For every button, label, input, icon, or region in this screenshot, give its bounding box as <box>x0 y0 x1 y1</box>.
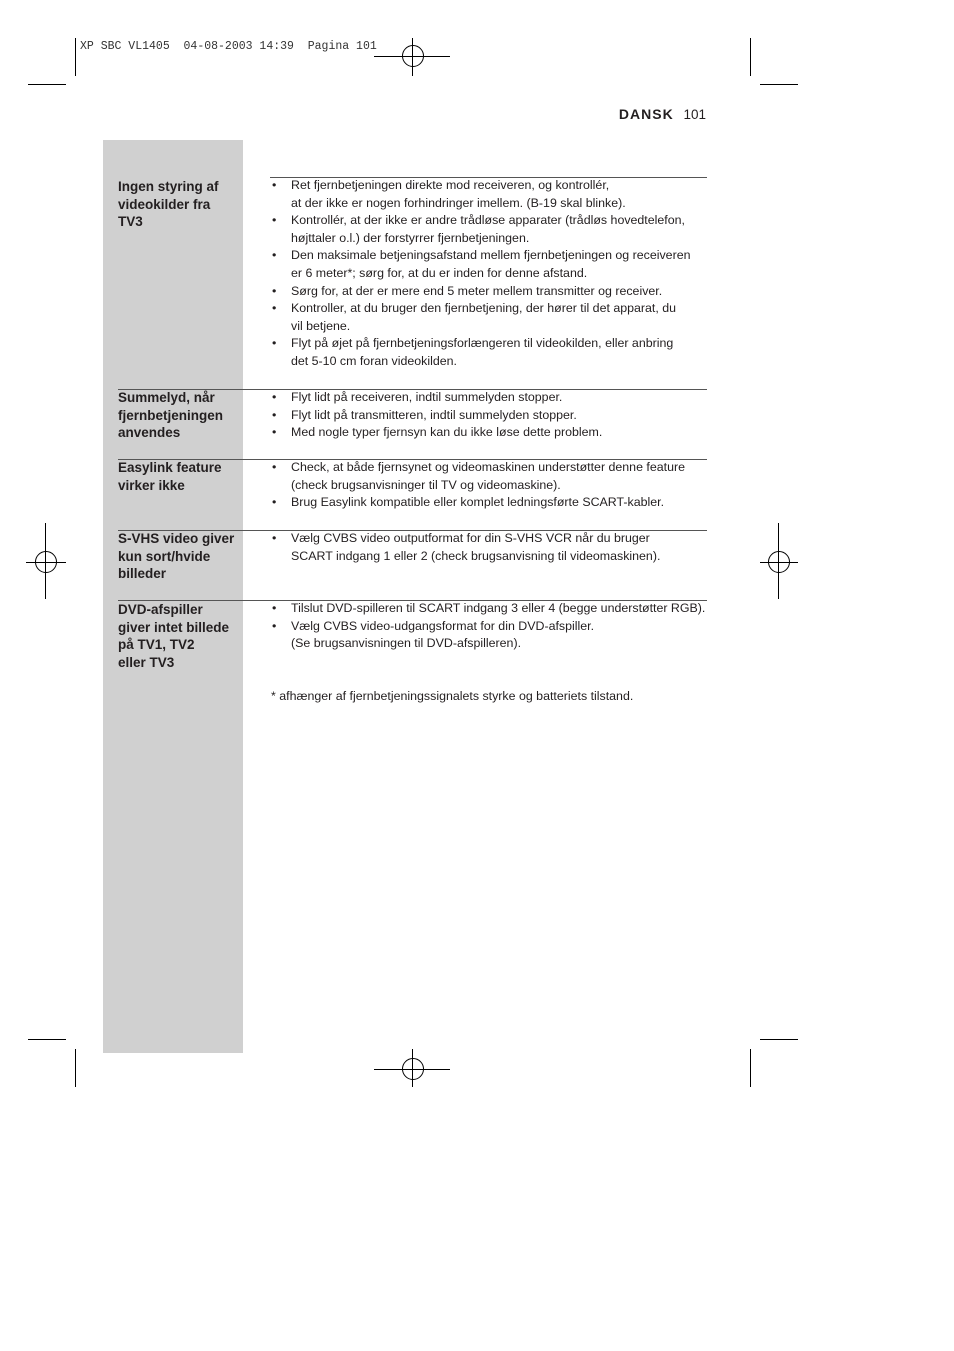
problem-line: DVD-afspiller <box>118 602 203 617</box>
problem-line: eller TV3 <box>118 654 175 670</box>
solution-item: • Check, at både fjernsynet og videomaskinen understøtter denne feature (check brugsanvisninger til TV og videomaskine). <box>272 459 708 494</box>
solution-item: • Flyt på øjet på fjernbetjeningsforlængeren til videokilden, eller anbring det 5-10 cm foran videokilden. <box>272 335 708 370</box>
solution-item: • Flyt lidt på transmitteren, indtil summelyden stopper. <box>272 407 708 425</box>
solution-item: • Med nogle typer fjernsyn kan du ikke løse dette problem. <box>272 424 708 442</box>
problem-line: fjernbetjeningen <box>118 407 224 423</box>
problem-line: kun sort/hvide <box>118 548 211 564</box>
solution-item: • Kontroller, at du bruger den fjernbetjening, der hører til det apparat, du vil betjene. <box>272 300 708 335</box>
solution-list <box>272 459 708 512</box>
problem-title <box>118 530 252 583</box>
problem-line: videokilder fra <box>118 196 211 212</box>
problem-line: Summelyd, når <box>118 390 215 405</box>
footnote: * afhænger af fjernbetjeningssignalets styrke og batteriets tilstand. <box>271 689 634 703</box>
solution-item: • Flyt lidt på receiveren, indtil summelyden stopper. <box>272 389 708 407</box>
solution-list <box>272 530 708 565</box>
print-slug: XP SBC VL1405 04-08-2003 14:39 Pagina 101 <box>80 40 377 53</box>
problem-line: Ingen styring af <box>118 179 219 194</box>
solution-item: • Vælg CVBS video outputformat for din S-VHS VCR når du bruger SCART indgang 1 eller 2 (check brugsanvisning til videomaskinen). <box>272 530 708 565</box>
solution-list <box>272 600 708 653</box>
problem-line: TV3 <box>118 214 143 230</box>
problem-line: på TV1, TV2 <box>118 637 195 653</box>
solution-item: • Vælg CVBS video-udgangsformat for din DVD-afspiller. (Se brugsanvisningen til DVD-afspilleren). <box>272 618 708 653</box>
page-header <box>619 106 706 122</box>
solution-list <box>272 389 708 442</box>
problem-line: giver intet billede <box>118 619 230 635</box>
problem-title <box>118 601 246 671</box>
problem-line: anvendes <box>118 425 181 441</box>
problem-line: Easylink feature <box>118 460 222 475</box>
solution-item: • Sørg for, at der er mere end 5 meter mellem transmitter og receiver. <box>272 283 708 301</box>
solution-item: • Brug Easylink kompatible eller komplet ledningsførte SCART-kabler. <box>272 494 708 512</box>
language-label: DANSK <box>618 106 674 122</box>
problem-title <box>118 459 246 494</box>
page-number: 101 <box>683 107 706 122</box>
problem-line: S-VHS video giver <box>118 531 235 546</box>
problem-title <box>118 178 246 231</box>
solution-item: • Kontrollér, at der ikke er andre trådløse apparater (trådløs hovedtelefon, højttaler o.l.) der forstyrrer fjernbetjeningen. <box>272 212 708 247</box>
solution-item: • Ret fjernbetjeningen direkte mod receiveren, og kontrollér, at der ikke er nogen forhindringer imellem. (B-19 skal blinke). <box>272 177 708 212</box>
problem-title <box>118 389 246 442</box>
solution-item: • Tilslut DVD-spilleren til SCART indgang 3 eller 4 (begge understøtter RGB). <box>272 600 708 618</box>
problem-line: virker ikke <box>118 477 185 493</box>
solution-item: • Den maksimale betjeningsafstand mellem fjernbetjeningen og receiveren er 6 meter*; sørg for, at du er inden for denne afstand. <box>272 247 708 282</box>
problem-line: billeder <box>118 566 167 582</box>
solution-list <box>272 177 708 371</box>
gray-sidebar <box>103 140 243 1053</box>
